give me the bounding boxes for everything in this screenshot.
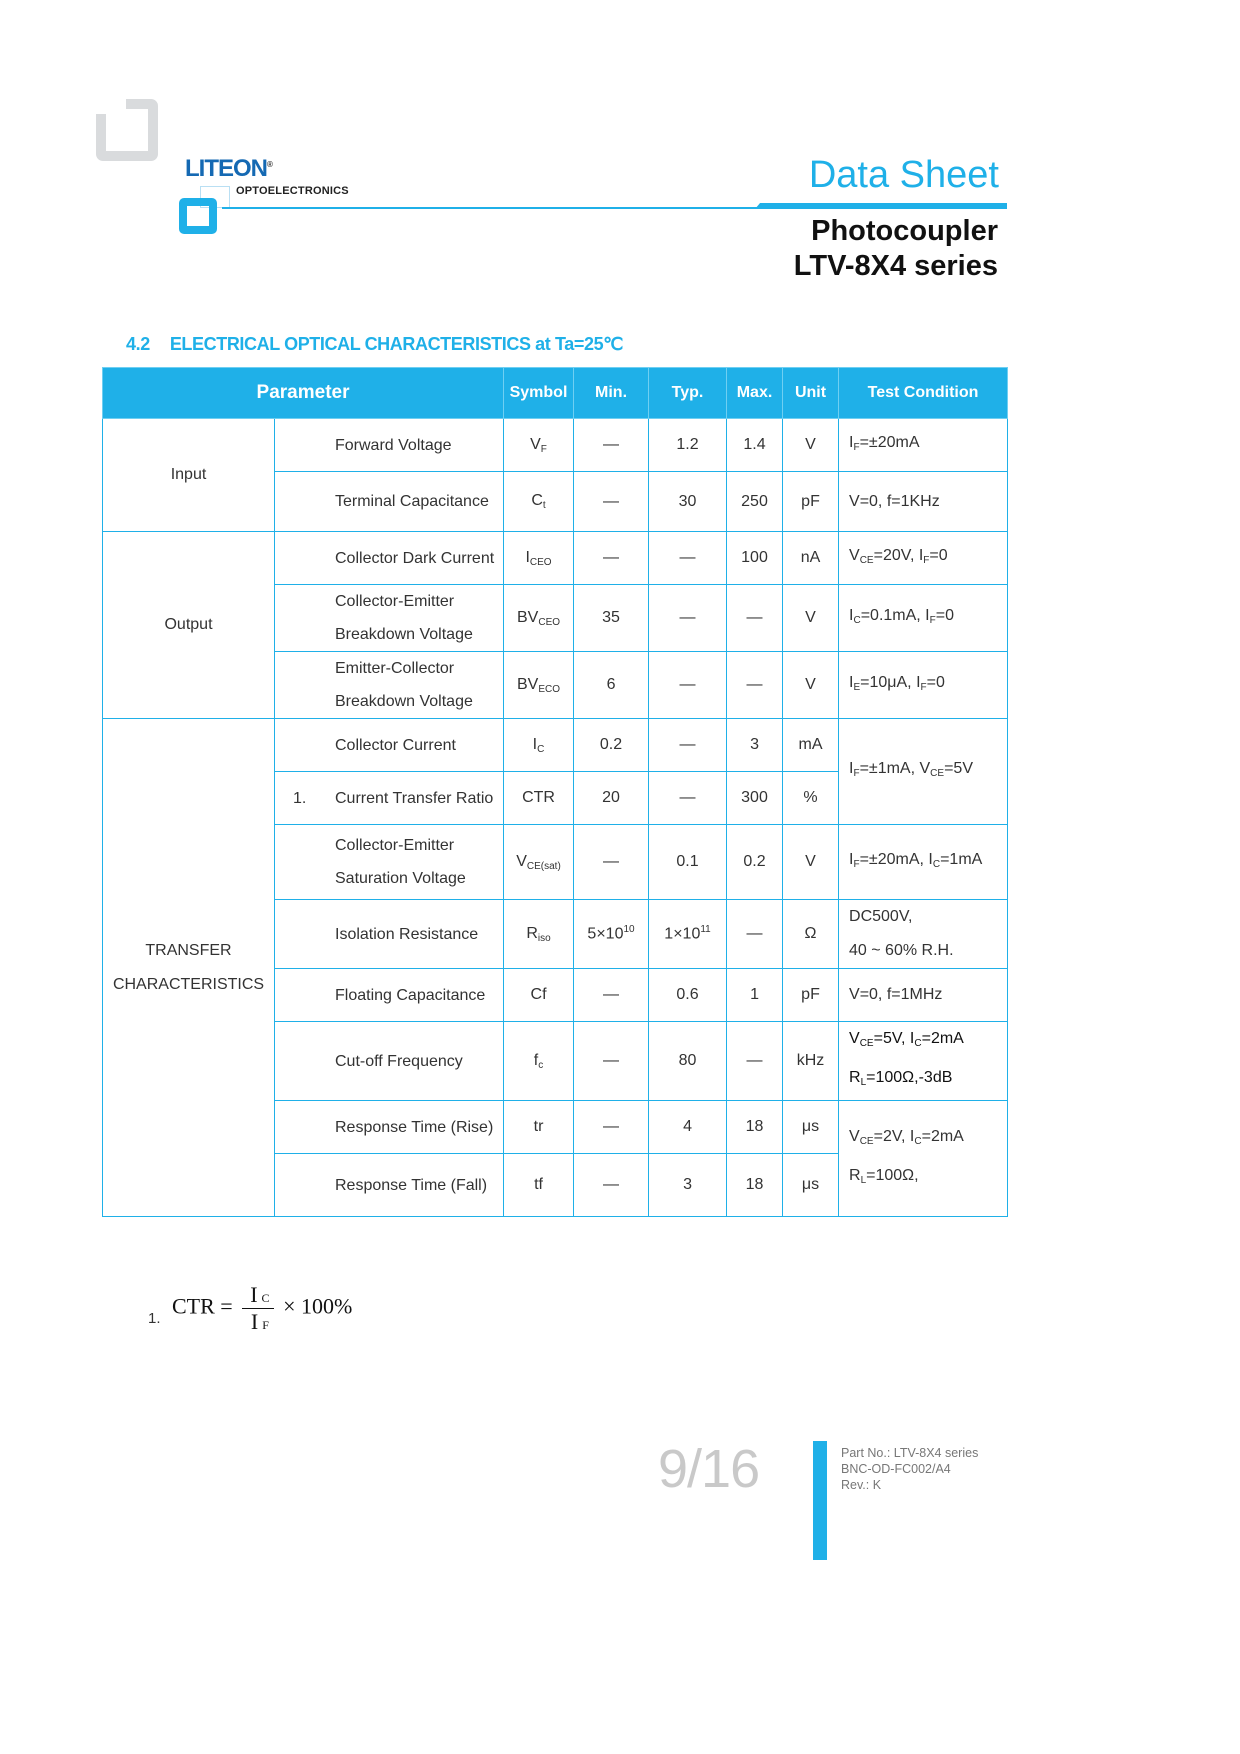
max-cell: 0.2	[727, 825, 783, 900]
param-name: 1. Current Transfer Ratio	[275, 772, 504, 825]
revision: Rev.: K	[841, 1478, 882, 1492]
max-cell: 1.4	[727, 419, 783, 472]
header-unit: Unit	[783, 368, 839, 419]
param-name: Collector-Emitter Saturation Voltage	[275, 825, 504, 900]
min-cell: —	[574, 419, 649, 472]
param-name: Terminal Capacitance	[275, 472, 504, 532]
unit-cell: μs	[783, 1154, 839, 1217]
max-cell: 18	[727, 1154, 783, 1217]
symbol-cell: Cf	[504, 969, 574, 1022]
max-cell: 100	[727, 532, 783, 585]
param-name: Isolation Resistance	[275, 900, 504, 969]
typ-cell: —	[649, 652, 727, 719]
formula-rhs: × 100%	[283, 1293, 353, 1319]
page-number: 9/16	[658, 1439, 760, 1499]
condition-cell: $V_{CE}=5V$, $I_C=2mA$ $R_L=100\Omega,-3dB$	[839, 1022, 1008, 1101]
max-cell: 3	[727, 719, 783, 772]
unit-cell: kHz	[783, 1022, 839, 1101]
typ-cell: —	[649, 719, 727, 772]
condition-cell: $I_F=\pm 1mA$, $V_{CE}=5V$	[839, 719, 1008, 825]
symbol-cell: $I_{CEO}$	[504, 532, 574, 585]
header-symbol: Symbol	[504, 368, 574, 419]
header-min: Min.	[574, 368, 649, 419]
formula-eq: =	[220, 1293, 233, 1319]
unit-cell: nA	[783, 532, 839, 585]
symbol-cell: $f_c$	[504, 1022, 574, 1101]
condition-cell: $V_{CE}=2V$, $I_C=2mA$ $R_L=100\Omega$,	[839, 1101, 1008, 1217]
formula-fraction	[242, 1282, 273, 1335]
symbol-cell: $R_{iso}$	[504, 900, 574, 969]
typ-cell: 1.2	[649, 419, 727, 472]
min-cell: 20	[574, 772, 649, 825]
typ-cell: 30	[649, 472, 727, 532]
symbol-cell: $BV_{ECO}$	[504, 652, 574, 719]
max-cell: —	[727, 1022, 783, 1101]
condition-cell: $I_F=\pm 20mA$	[839, 419, 1008, 472]
unit-cell: V	[783, 825, 839, 900]
typ-cell: 0.6	[649, 969, 727, 1022]
max-cell: —	[727, 585, 783, 652]
unit-cell: pF	[783, 472, 839, 532]
min-cell: —	[574, 1101, 649, 1154]
param-name: Collector-Emitter Breakdown Voltage	[275, 585, 504, 652]
param-name: Response Time (Rise)	[275, 1101, 504, 1154]
min-cell: 35	[574, 585, 649, 652]
table-row	[103, 719, 1008, 772]
condition-cell: V=0, f=1MHz	[839, 969, 1008, 1022]
max-cell: 250	[727, 472, 783, 532]
condition-cell: $V_{CE}=20V$, $I_F=0$	[839, 532, 1008, 585]
symbol-cell: tr	[504, 1101, 574, 1154]
symbol-cell: $V_{CE(sat)}$	[504, 825, 574, 900]
min-cell: —	[574, 969, 649, 1022]
unit-cell: Ω	[783, 900, 839, 969]
table-row	[103, 532, 1008, 585]
footer-info	[841, 1445, 978, 1493]
typ-cell: —	[649, 585, 727, 652]
min-cell: —	[574, 1022, 649, 1101]
footnote-ref: 1.	[293, 789, 307, 807]
condition-cell: $I_C=0.1mA$, $I_F=0$	[839, 585, 1008, 652]
typ-cell: 80	[649, 1022, 727, 1101]
min-cell: —	[574, 532, 649, 585]
header-rule	[222, 207, 762, 209]
typ-cell: 3	[649, 1154, 727, 1217]
section-heading: ELECTRICAL OPTICAL CHARACTERISTICS at Ta=25℃	[169, 334, 623, 354]
param-name: Collector Dark Current	[275, 532, 504, 585]
symbol-cell: CTR	[504, 772, 574, 825]
brand-subtitle: OPTOELECTRONICS	[236, 185, 349, 197]
brand-logo-text: LITEON®	[185, 155, 272, 182]
param-name: Response Time (Fall)	[275, 1154, 504, 1217]
param-name: Cut-off Frequency	[275, 1022, 504, 1101]
unit-cell: pF	[783, 969, 839, 1022]
condition-cell: DC500V, 40 ~ 60% R.H.	[839, 900, 1008, 969]
doc-number: BNC-OD-FC002/A4	[841, 1462, 951, 1476]
header-typ: Typ.	[649, 368, 727, 419]
characteristics-table	[102, 367, 1008, 1217]
min-cell: 0.2	[574, 719, 649, 772]
unit-cell: V	[783, 652, 839, 719]
min-cell: 6	[574, 652, 649, 719]
unit-cell: %	[783, 772, 839, 825]
symbol-cell: $V_F$	[504, 419, 574, 472]
max-cell: —	[727, 652, 783, 719]
typ-cell: 4	[649, 1101, 727, 1154]
part-number: Part No.: LTV-8X4 series	[841, 1446, 979, 1460]
symbol-cell: $I_C$	[504, 719, 574, 772]
unit-cell: V	[783, 419, 839, 472]
param-name: Collector Current	[275, 719, 504, 772]
footnote-number: 1.	[148, 1310, 161, 1327]
header-parameter: Parameter	[103, 368, 504, 419]
section-number: 4.2	[126, 334, 150, 354]
doc-type-title: Data Sheet	[808, 154, 999, 196]
param-name: Floating Capacitance	[275, 969, 504, 1022]
section-title	[126, 334, 623, 355]
condition-cell: $I_E=10\mu A$, $I_F=0$	[839, 652, 1008, 719]
typ-cell: —	[649, 772, 727, 825]
table-row	[103, 419, 1008, 472]
max-cell: —	[727, 900, 783, 969]
min-cell: $5\times 10^{10}$	[574, 900, 649, 969]
condition-cell: $I_F=\pm 20mA$, $I_C=1mA$	[839, 825, 1008, 900]
table-header-row	[103, 368, 1008, 419]
product-title: Photocoupler	[811, 215, 998, 247]
group-input: Input	[103, 419, 275, 532]
formula-lhs: CTR	[172, 1293, 215, 1319]
logo-mark-blue	[179, 198, 217, 234]
condition-cell: V=0, f=1KHz	[839, 472, 1008, 532]
max-cell: 300	[727, 772, 783, 825]
logo-mark-cut	[92, 92, 126, 114]
group-output: Output	[103, 532, 275, 719]
fraction-numerator: I C	[242, 1282, 273, 1309]
typ-cell: $1\times 10^{11}$	[649, 900, 727, 969]
max-cell: 1	[727, 969, 783, 1022]
unit-cell: μs	[783, 1101, 839, 1154]
footer-accent-bar	[813, 1441, 827, 1560]
symbol-cell: tf	[504, 1154, 574, 1217]
header-max: Max.	[727, 368, 783, 419]
min-cell: —	[574, 1154, 649, 1217]
param-name: Emitter-Collector Breakdown Voltage	[275, 652, 504, 719]
header-condition: Test Condition	[839, 368, 1008, 419]
max-cell: 18	[727, 1101, 783, 1154]
fraction-denominator: I F	[250, 1309, 269, 1334]
symbol-cell: $BV_{CEO}$	[504, 585, 574, 652]
symbol-cell: $C_t$	[504, 472, 574, 532]
typ-cell: 0.1	[649, 825, 727, 900]
min-cell: —	[574, 825, 649, 900]
ctr-formula	[172, 1282, 352, 1335]
min-cell: —	[574, 472, 649, 532]
unit-cell: mA	[783, 719, 839, 772]
param-name: Forward Voltage	[275, 419, 504, 472]
typ-cell: —	[649, 532, 727, 585]
product-series: LTV-8X4 series	[793, 250, 998, 282]
header-rule-accent	[755, 203, 1007, 209]
unit-cell: V	[783, 585, 839, 652]
group-transfer: TRANSFER CHARACTERISTICS	[103, 719, 275, 1217]
